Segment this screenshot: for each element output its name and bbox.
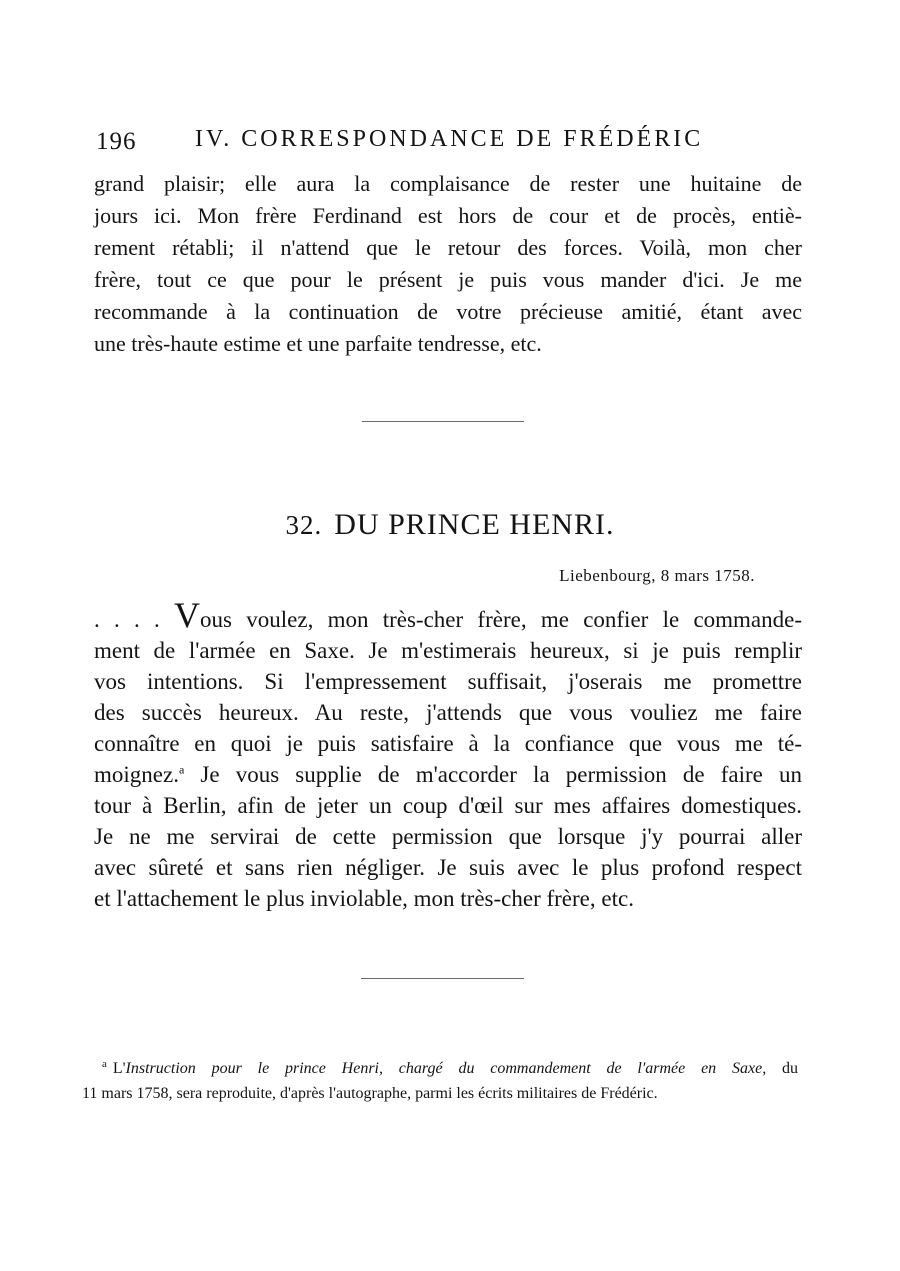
text-line: des succès heureux. Au reste, j'attends que vous vouliez me faire <box>94 700 802 725</box>
text-line <box>94 759 802 790</box>
text-line: Je ne me servirai de cette permission que lorsque j'y pourrai aller <box>94 824 802 849</box>
section-divider <box>361 978 524 979</box>
line-rest: Je vous supplie de m'accorder la permission de faire un <box>184 762 802 787</box>
continuation-paragraph <box>94 168 802 360</box>
footnote <box>82 1056 798 1106</box>
footnote-marker: a <box>102 1057 107 1070</box>
ellipsis-lead: . . . . <box>94 607 175 632</box>
letter-body <box>94 595 803 914</box>
footnote-line1-end: du <box>766 1060 798 1077</box>
text-line: et l'attachement le plus inviolable, mon très-cher frère, etc. <box>94 886 634 911</box>
dateline: Liebenbourg, 8 mars 1758. <box>559 566 755 585</box>
text-line: recommande à la continuation de votre précieuse amitié, étant avec <box>94 299 802 324</box>
footnote-line: 11 mars 1758, sera reproduite, d'après l'autographe, parmi les écrits militaires de Frédéric. <box>82 1085 658 1102</box>
footnote-reference: a <box>178 762 185 777</box>
footnote-prefix: L' <box>112 1060 126 1077</box>
section-divider <box>362 421 524 422</box>
text-line: une très-haute estime et une parfaite tendresse, etc. <box>94 331 542 356</box>
page-header <box>96 122 706 162</box>
running-title: IV. CORRESPONDANCE DE FRÉDÉRIC <box>195 126 704 152</box>
text-line: jours ici. Mon frère Ferdinand est hors de cour et de procès, entiè- <box>94 203 802 228</box>
text-line: rement rétabli; il n'attend que le retour des forces. Voilà, mon cher <box>94 235 802 260</box>
text-line: ment de l'armée en Saxe. Je m'estimerais heureux, si je puis remplir <box>94 638 802 663</box>
text-line: tour à Berlin, afin de jeter un coup d'œil sur mes affaires domestiques. <box>94 793 802 818</box>
line-start: moignez. <box>94 762 179 787</box>
text-line: avec sûreté et sans rien négliger. Je suis avec le plus profond respect <box>94 855 802 880</box>
first-line-text: ous voulez, mon très-cher frère, me confier le commande- <box>200 607 803 632</box>
letter-heading <box>0 508 900 542</box>
footnote-line <box>82 1056 798 1081</box>
letter-title: DU PRINCE HENRI. <box>334 508 615 541</box>
dropcap: V <box>174 595 201 635</box>
text-line: grand plaisir; elle aura la complaisance de rester une huitaine de <box>94 171 802 196</box>
footnote-italic: Instruction pour le prince Henri, chargé du commandement de l'armée en Saxe, <box>125 1060 767 1077</box>
text-line: vos intentions. Si l'empressement suffisait, j'oserais me promettre <box>94 669 802 694</box>
page-number: 196 <box>96 128 137 155</box>
text-line: connaître en quoi je puis satisfaire à la confiance que vous me té- <box>94 731 802 756</box>
text-line <box>94 595 803 635</box>
text-line: frère, tout ce que pour le présent je puis vous mander d'ici. Je me <box>94 267 802 292</box>
letter-number: 32. <box>285 510 323 540</box>
